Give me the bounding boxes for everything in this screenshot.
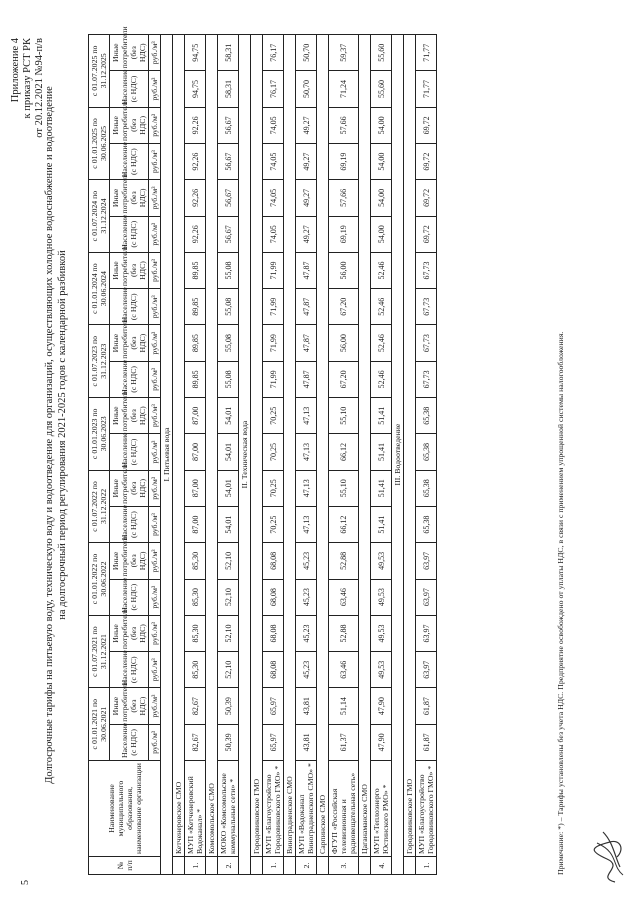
signature-icon xyxy=(585,827,630,887)
district-name: Сарпинское СМО xyxy=(317,35,329,857)
col-header-unit: руб./м³ xyxy=(149,35,161,71)
tariff-population-value: 47,87 xyxy=(296,289,317,325)
tariff-other-value: 56,67 xyxy=(218,107,239,143)
tariff-population-value: 69,19 xyxy=(329,216,359,252)
tariff-other-value: 74,05 xyxy=(263,180,284,216)
tariff-population-value: 69,72 xyxy=(416,143,437,179)
tariff-other-value: 47,13 xyxy=(296,398,317,434)
tariff-population-value: 47,13 xyxy=(296,434,317,470)
col-header-other-consumers: Иные потребители (без НДС) xyxy=(110,107,149,143)
tariff-population-value: 70,25 xyxy=(263,506,284,542)
organization-name: МОКО «Комсомольские коммунальные сети» * xyxy=(218,761,239,857)
col-header-period: с 01.01.2023 по 30.06.2023 xyxy=(89,398,110,471)
tariff-population-value: 52,10 xyxy=(218,579,239,615)
col-header-period: с 01.07.2022 по 31.12.2022 xyxy=(89,470,110,543)
tariff-other-value: 49,53 xyxy=(371,543,392,579)
tariff-population-value: 51,41 xyxy=(371,506,392,542)
row-number: 1. xyxy=(263,857,284,875)
col-header-unit: руб./м³ xyxy=(149,180,161,216)
tariff-other-value: 54,01 xyxy=(218,470,239,506)
district-row xyxy=(173,35,185,875)
tariff-other-value: 54,00 xyxy=(371,180,392,216)
table-row xyxy=(263,35,284,875)
district-number-cell xyxy=(251,857,263,875)
tariff-other-value: 63,97 xyxy=(416,615,437,651)
tariff-other-value: 65,38 xyxy=(416,470,437,506)
col-header-other-consumers: Иные потребители (без НДС) xyxy=(110,35,149,71)
tariff-other-value: 57,66 xyxy=(329,180,359,216)
district-name: Комсомольское СМО xyxy=(206,35,218,857)
tariff-population-value: 47,13 xyxy=(296,506,317,542)
tariff-population-value: 70,25 xyxy=(263,434,284,470)
col-header-population: Население (с НДС) xyxy=(110,724,149,760)
section-title: I. Питьевая вода xyxy=(161,35,173,875)
tariff-population-value: 58,31 xyxy=(218,71,239,107)
col-header-other-consumers: Иные потребители (без НДС) xyxy=(110,470,149,506)
district-number-cell xyxy=(173,857,185,875)
tariff-population-value: 54,00 xyxy=(371,143,392,179)
table-row xyxy=(416,35,437,875)
tariff-other-value: 68,08 xyxy=(263,543,284,579)
col-header-unit: руб./м³ xyxy=(149,434,161,470)
col-header-population: Население (с НДС) xyxy=(110,216,149,252)
col-header-period: с 01.07.2023 по 31.12.2023 xyxy=(89,325,110,398)
tariff-population-value: 68,08 xyxy=(263,579,284,615)
tariff-population-value: 47,87 xyxy=(296,361,317,397)
district-number-cell xyxy=(317,857,329,875)
tariff-population-value: 51,41 xyxy=(371,434,392,470)
district-name: Виноградненское СМО xyxy=(284,35,296,857)
tariff-other-value: 71,99 xyxy=(263,325,284,361)
section-row xyxy=(161,35,173,875)
col-header-unit: руб./м³ xyxy=(149,325,161,361)
tariff-population-value: 55,08 xyxy=(218,289,239,325)
tariff-population-value: 69,19 xyxy=(329,143,359,179)
tariff-other-value: 76,17 xyxy=(263,35,284,71)
tariff-other-value: 51,41 xyxy=(371,470,392,506)
col-header-other-consumers: Иные потребители (без НДС) xyxy=(110,180,149,216)
tariff-population-value: 50,39 xyxy=(218,724,239,760)
tariff-other-value: 65,97 xyxy=(263,688,284,724)
tariff-other-value: 89,85 xyxy=(185,252,206,288)
tariff-population-value: 74,05 xyxy=(263,143,284,179)
col-header-population: Население (с НДС) xyxy=(110,434,149,470)
title-line-2: на долгосрочный период регулирования 2021-2025 годов с календарной разбивкой xyxy=(56,250,68,620)
tariff-other-value: 55,08 xyxy=(218,325,239,361)
col-header-period: с 01.07.2025 по 31.12.2025 xyxy=(89,35,110,108)
tariff-other-value: 87,00 xyxy=(185,398,206,434)
tariff-population-value: 52,10 xyxy=(218,652,239,688)
tariff-population-value: 85,30 xyxy=(185,652,206,688)
tariff-other-value: 45,23 xyxy=(296,543,317,579)
tariff-table xyxy=(88,26,437,875)
col-header-other-consumers: Иные потребители (без НДС) xyxy=(110,325,149,361)
col-header-unit: руб./м³ xyxy=(149,289,161,325)
tariff-population-value: 54,01 xyxy=(218,434,239,470)
tariff-population-value: 67,20 xyxy=(329,289,359,325)
tariff-population-value: 54,01 xyxy=(218,506,239,542)
district-name: Городовиковское ГМО xyxy=(251,35,263,857)
tariff-population-value: 87,00 xyxy=(185,506,206,542)
tariff-population-value: 61,37 xyxy=(329,724,359,760)
organization-name: МУП «Кетченеровский Водоканал» * xyxy=(185,761,206,857)
tariff-other-value: 54,01 xyxy=(218,398,239,434)
section-row xyxy=(392,35,404,875)
district-row xyxy=(359,35,371,875)
tariff-population-value: 63,97 xyxy=(416,579,437,615)
col-header-unit: руб./м³ xyxy=(149,143,161,179)
tariff-population-value: 69,72 xyxy=(416,216,437,252)
col-header-population: Население (с НДС) xyxy=(110,361,149,397)
section-title: III. Водоотведение xyxy=(392,35,404,875)
tariff-other-value: 45,23 xyxy=(296,615,317,651)
tariff-population-value: 52,46 xyxy=(371,361,392,397)
tariff-other-value: 55,10 xyxy=(329,398,359,434)
col-header-unit: руб./м³ xyxy=(149,216,161,252)
tariff-other-value: 82,67 xyxy=(185,688,206,724)
tariff-other-value: 52,10 xyxy=(218,615,239,651)
col-header-period: с 01.07.2024 по 31.12.2024 xyxy=(89,180,110,253)
row-number: 1. xyxy=(416,857,437,875)
appendix-line-1: Приложение 4 xyxy=(10,38,21,103)
col-header-unit: руб./м³ xyxy=(149,652,161,688)
col-header-period: с 01.01.2025 по 30.06.2025 xyxy=(89,107,110,180)
tariff-population-value: 56,67 xyxy=(218,143,239,179)
district-name: Городовиковское ГМО xyxy=(404,35,416,857)
district-name: Цаганаманское СМО xyxy=(359,35,371,857)
tariff-other-value: 49,27 xyxy=(296,107,317,143)
row-number: 3. xyxy=(329,857,359,875)
row-number: 2. xyxy=(218,857,239,875)
document-title xyxy=(44,35,69,835)
tariff-other-value: 85,30 xyxy=(185,543,206,579)
appendix-line-2: к приказу РСТ РК xyxy=(22,38,33,119)
tariff-other-value: 57,66 xyxy=(329,107,359,143)
tariff-population-value: 71,24 xyxy=(329,71,359,107)
tariff-other-value: 74,05 xyxy=(263,107,284,143)
tariff-other-value: 92,26 xyxy=(185,180,206,216)
tariff-population-value: 82,67 xyxy=(185,724,206,760)
tariff-population-value: 71,99 xyxy=(263,289,284,325)
col-header-other-consumers: Иные потребители (без НДС) xyxy=(110,543,149,579)
col-header-period: с 01.01.2024 по 30.06.2024 xyxy=(89,252,110,325)
tariff-other-value: 52,46 xyxy=(371,325,392,361)
table-row xyxy=(329,35,359,875)
col-header-population: Население (с НДС) xyxy=(110,652,149,688)
tariff-population-value: 47,90 xyxy=(371,724,392,760)
col-header-population: Население (с НДС) xyxy=(110,579,149,615)
tariff-other-value: 69,72 xyxy=(416,180,437,216)
tariff-population-value: 63,46 xyxy=(329,579,359,615)
tariff-population-value: 67,73 xyxy=(416,361,437,397)
tariff-population-value: 94,75 xyxy=(185,71,206,107)
header-row-consumers xyxy=(110,35,149,875)
tariff-other-value: 52,10 xyxy=(218,543,239,579)
tariff-other-value: 67,73 xyxy=(416,252,437,288)
col-header-organization: Наименование муниципального образования, наименование организации xyxy=(89,761,161,857)
tariff-other-value: 71,99 xyxy=(263,252,284,288)
tariff-other-value: 67,73 xyxy=(416,325,437,361)
table-row xyxy=(296,35,317,875)
col-header-other-consumers: Иные потребители (без НДС) xyxy=(110,252,149,288)
tariff-population-value: 76,17 xyxy=(263,71,284,107)
col-header-population: Население (с НДС) xyxy=(110,506,149,542)
tariff-population-value: 71,77 xyxy=(416,71,437,107)
col-header-unit: руб./м³ xyxy=(149,615,161,651)
tariff-population-value: 68,08 xyxy=(263,652,284,688)
tariff-population-value: 74,05 xyxy=(263,216,284,252)
tariff-other-value: 58,31 xyxy=(218,35,239,71)
col-header-population: Население (с НДС) xyxy=(110,289,149,325)
tariff-other-value: 52,88 xyxy=(329,615,359,651)
tariff-other-value: 87,00 xyxy=(185,470,206,506)
col-header-unit: руб./м³ xyxy=(149,71,161,107)
tariff-other-value: 63,97 xyxy=(416,543,437,579)
tariff-population-value: 92,26 xyxy=(185,216,206,252)
district-row xyxy=(251,35,263,875)
tariff-other-value: 47,90 xyxy=(371,688,392,724)
footnote: Примечание: *) – Тарифы установлены без учета НДС. Предприятие освобождено от уплаты НДС, в связи с применением упрощенной системы налогообложения. xyxy=(556,331,565,875)
appendix-line-3: от 20.12.2021 №94-п/в xyxy=(34,38,45,138)
table-row xyxy=(371,35,392,875)
col-header-period: с 01.07.2021 по 31.12.2021 xyxy=(89,615,110,688)
tariff-other-value: 54,00 xyxy=(371,107,392,143)
col-header-period: с 01.01.2021 по 30.06.2021 xyxy=(89,688,110,761)
tariff-population-value: 67,73 xyxy=(416,289,437,325)
col-header-unit: руб./м³ xyxy=(149,688,161,724)
tariff-population-value: 65,97 xyxy=(263,724,284,760)
district-number-cell xyxy=(206,857,218,875)
tariff-population-value: 55,60 xyxy=(371,71,392,107)
col-header-unit: руб./м³ xyxy=(149,724,161,760)
tariff-population-value: 71,99 xyxy=(263,361,284,397)
tariff-population-value: 65,38 xyxy=(416,506,437,542)
tariff-population-value: 49,53 xyxy=(371,579,392,615)
tariff-population-value: 49,27 xyxy=(296,216,317,252)
col-header-unit: руб./м³ xyxy=(149,579,161,615)
district-number-cell xyxy=(359,857,371,875)
organization-name: МУП «Водоканал Виноградненского СМО» * xyxy=(296,761,317,857)
page-number: 5 xyxy=(20,880,31,885)
district-row xyxy=(206,35,218,875)
header-row-periods xyxy=(89,35,110,875)
tariff-population-value: 49,27 xyxy=(296,143,317,179)
section-row xyxy=(239,35,251,875)
tariff-population-value: 55,08 xyxy=(218,361,239,397)
tariff-other-value: 52,88 xyxy=(329,543,359,579)
section-title: II. Техническая вода xyxy=(239,35,251,875)
header-row-units xyxy=(149,35,161,875)
col-header-other-consumers: Иные потребители (без НДС) xyxy=(110,688,149,724)
tariff-other-value: 55,10 xyxy=(329,470,359,506)
tariff-other-value: 61,87 xyxy=(416,688,437,724)
tariff-other-value: 49,27 xyxy=(296,180,317,216)
tariff-other-value: 51,41 xyxy=(371,398,392,434)
tariff-other-value: 70,25 xyxy=(263,398,284,434)
col-header-unit: руб./м³ xyxy=(149,398,161,434)
tariff-population-value: 49,53 xyxy=(371,652,392,688)
organization-name: МУП «Теплоэнерго Юстинского РМО» * xyxy=(371,761,392,857)
appendix-header xyxy=(10,38,46,138)
tariff-population-value: 54,00 xyxy=(371,216,392,252)
tariff-other-value: 59,37 xyxy=(329,35,359,71)
tariff-other-value: 49,53 xyxy=(371,615,392,651)
tariff-population-value: 43,81 xyxy=(296,724,317,760)
title-line-1: Долгосрочные тарифы на питьевую воду, техническую воду и водоотведение для организаций, осуществляющих холодное водоснабжение и водоотведение xyxy=(44,86,55,784)
tariff-other-value: 47,13 xyxy=(296,470,317,506)
col-header-period: с 01.01.2022 по 30.06.2022 xyxy=(89,543,110,616)
tariff-population-value: 89,85 xyxy=(185,361,206,397)
col-header-other-consumers: Иные потребители (без НДС) xyxy=(110,615,149,651)
tariff-other-value: 55,60 xyxy=(371,35,392,71)
district-number-cell xyxy=(404,857,416,875)
tariff-other-value: 50,70 xyxy=(296,35,317,71)
tariff-other-value: 56,00 xyxy=(329,252,359,288)
district-row xyxy=(404,35,416,875)
tariff-other-value: 43,81 xyxy=(296,688,317,724)
tariff-population-value: 61,87 xyxy=(416,724,437,760)
tariff-other-value: 47,87 xyxy=(296,325,317,361)
tariff-other-value: 71,77 xyxy=(416,35,437,71)
tariff-population-value: 85,30 xyxy=(185,579,206,615)
tariff-other-value: 92,26 xyxy=(185,107,206,143)
col-header-number: № п/п xyxy=(89,857,161,875)
row-number: 1. xyxy=(185,857,206,875)
tariff-other-value: 52,46 xyxy=(371,252,392,288)
table-row xyxy=(218,35,239,875)
district-number-cell xyxy=(284,857,296,875)
tariff-other-value: 47,87 xyxy=(296,252,317,288)
tariff-other-value: 68,08 xyxy=(263,615,284,651)
tariff-population-value: 66,12 xyxy=(329,506,359,542)
col-header-unit: руб./м³ xyxy=(149,543,161,579)
tariff-other-value: 89,85 xyxy=(185,325,206,361)
tariff-other-value: 65,38 xyxy=(416,398,437,434)
tariff-population-value: 87,00 xyxy=(185,434,206,470)
col-header-unit: руб./м³ xyxy=(149,506,161,542)
district-row xyxy=(284,35,296,875)
tariff-population-value: 63,46 xyxy=(329,652,359,688)
tariff-population-value: 63,97 xyxy=(416,652,437,688)
organization-name: МУП «Благоустройство Городовиковского ГМО» * xyxy=(263,761,284,857)
organization-name: ФГУП «Российская телевизионная и радиовещательная сеть» xyxy=(329,761,359,857)
row-number: 2. xyxy=(296,857,317,875)
tariff-other-value: 85,30 xyxy=(185,615,206,651)
col-header-population: Население (с НДС) xyxy=(110,143,149,179)
tariff-population-value: 65,38 xyxy=(416,434,437,470)
tariff-other-value: 69,72 xyxy=(416,107,437,143)
tariff-population-value: 89,85 xyxy=(185,289,206,325)
tariff-other-value: 55,08 xyxy=(218,252,239,288)
tariff-population-value: 56,67 xyxy=(218,216,239,252)
col-header-population: Население (с НДС) xyxy=(110,71,149,107)
district-name: Кетченеровское СМО xyxy=(173,35,185,857)
tariff-population-value: 67,20 xyxy=(329,361,359,397)
row-number: 4. xyxy=(371,857,392,875)
col-header-unit: руб./м³ xyxy=(149,361,161,397)
tariff-population-value: 45,23 xyxy=(296,652,317,688)
tariff-population-value: 45,23 xyxy=(296,579,317,615)
tariff-population-value: 50,70 xyxy=(296,71,317,107)
tariff-other-value: 94,75 xyxy=(185,35,206,71)
tariff-other-value: 70,25 xyxy=(263,470,284,506)
tariff-other-value: 56,67 xyxy=(218,180,239,216)
district-row xyxy=(317,35,329,875)
table-row xyxy=(185,35,206,875)
tariff-other-value: 50,39 xyxy=(218,688,239,724)
col-header-unit: руб./м³ xyxy=(149,470,161,506)
tariff-population-value: 52,46 xyxy=(371,289,392,325)
col-header-unit: руб./м³ xyxy=(149,107,161,143)
tariff-population-value: 66,12 xyxy=(329,434,359,470)
col-header-unit: руб./м³ xyxy=(149,252,161,288)
tariff-population-value: 92,26 xyxy=(185,143,206,179)
col-header-other-consumers: Иные потребители (без НДС) xyxy=(110,398,149,434)
organization-name: МУП «Благоустройство Городовиковского ГМО» * xyxy=(416,761,437,857)
tariff-other-value: 56,00 xyxy=(329,325,359,361)
tariff-other-value: 51,14 xyxy=(329,688,359,724)
